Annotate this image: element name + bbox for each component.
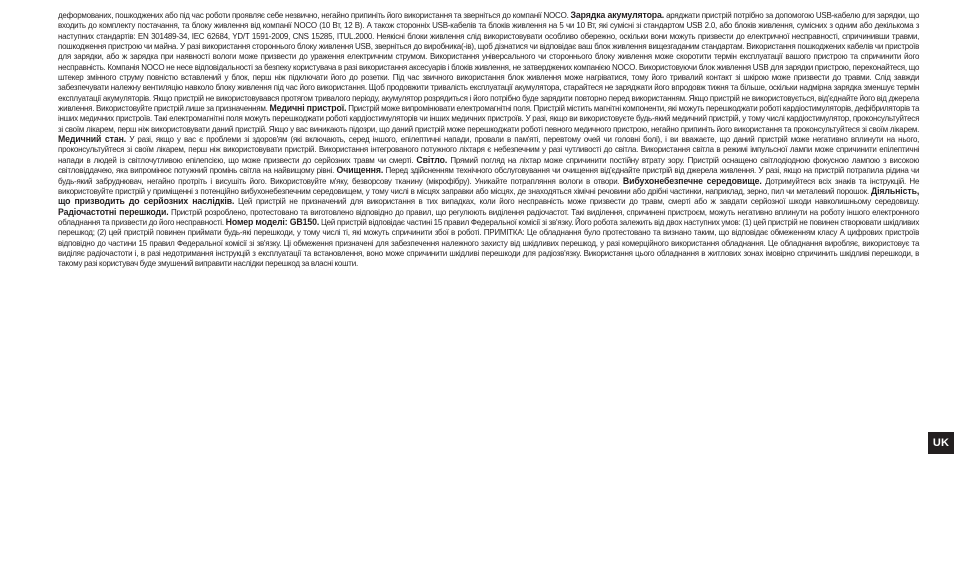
body-run: У разі, якщо у вас є проблеми зі здоров'ям (які включають, серед іншого, епілептичні напади, провали в пам'яті, перевтому очей чи головні болі), і ви вважаєте, що даний пристрій може негативно вплинути на нього, проконсультуйтеся зі своїм лікарем, перш ніж використовувати пристрій. Використання інтегрованого потужного ліхтаря є небезпечним у разі чутливості до світла. Використання світла в режимі імпульсної лампи може спричинити епілептичні напади в людей із світлочутливою епілепсією, що може призвести до серйозних травм чи смерті. xyxy=(58,134,920,165)
section-heading: Зарядка акумулятора. xyxy=(570,10,665,20)
body-run: Перед здійсненням технічного обслуговування чи очищення від'єднайте пристрій від джерела живлення. У разі, якщо на пристрій потрапила рідина чи будь-який забруднювач, негайно протріть і висушіть його. Використовуйте м'яку, безворсову тканину (мікрофібру). Уникайте потрапляння вологи в отвори. xyxy=(58,165,920,186)
body-run: Дотримуйтеся всіх знаків та інструкцій. Не використовуйте пристрій у приміщенні з потенційно вибухонебезпечним середовищем, у тому числі в місцях заправки або місцях, де знаходяться хімічні речовини або дрібні частинки, наприклад, зерно, пил чи металевий порошок. xyxy=(58,175,920,196)
section-heading: Очищення. xyxy=(336,164,384,176)
section-heading: Вибухонебезпечне середовище. xyxy=(622,174,762,186)
safety-instructions-text xyxy=(58,10,919,269)
section-heading: Світло. xyxy=(416,153,448,165)
body-run: Пристрій розроблено, протестовано та виготовлено відповідно до правил, що регулюють виділення радіочастот. Такі виділення, спричинені пристроєм, можуть негативно вплинути на роботу іншого електронного обладнання та призвести до його несправності. xyxy=(58,206,920,227)
body-run: Цей пристрій відповідає частині 15 правил Федеральної комісії зі зв'язку. Його робота залежить від двох наступних умов: (1) цей пристрій не повинен створювати шкідливих перешкод; (2) цей пристрій повинен приймати будь-які перешкоди, у тому числі ті, які можуть спричинити збої в роботі. ПРИМІТКА: Це обладнання було протестовано та визнано таким, що відповідає обмеженням класу А цифрових пристроїв відповідно до частини 15 правил Федеральної комісії зі зв'язку. Ці обмеження призначені для забезпечення належного захисту від шкідливих перешкод, у разі комерційного використання обладнання. Це обладнання виробляє, використовує та виділяє радіочастоти і, в разі недотримання інструкцій з експлуатації та встановлення, воно може спричинити шкідливі перешкоди для радіозв'язку. Використання цього обладнання в житлових зонах імовірно спричинить шкідливі перешкоди, в такому разі користувач буде змушений виправити наслідки перешкод за власні кошти. xyxy=(58,216,920,269)
section-heading: Радіочастотні перешкоди. xyxy=(58,205,169,217)
section-heading: Медичні пристрої. xyxy=(269,102,347,114)
body-run: Цей пристрій не призначений для використання в тих випадках, коли його несправність може призвести до травм, смерті або ж завдати серйозної шкоди навколишньому середовищу. xyxy=(234,196,920,207)
manual-page xyxy=(58,10,920,565)
body-run: Пристрій може випромінювати електромагнітні поля. Пристрій містить магнітні компоненти, які можуть перешкоджати роботі кардіостимуляторів, дефібриляторів та інших медичних пристроїв. Такі електромагнітні поля можуть перешкоджати роботі кардіостимуляторів чи інших медичних пристроїв. У разі, якщо ви використовуєте будь-який медичний пристрій, у тому числі кардіостимулятор, проконсультуйтеся зі своїм лікарем, перш ніж використовувати даний пристрій. Якщо у вас виникають підозри, що даний пристрій може перешкоджати роботі певного медичного пристрою, негайно припиніть його використання та проконсультуйтеся зі своїм лікарем. xyxy=(58,103,920,134)
language-tab: UK xyxy=(928,432,954,454)
section-heading: Діяльність, що призводить до серйозних наслідків. xyxy=(58,184,920,207)
body-run: Прямий погляд на ліхтар може спричинити постійну втрату зору. Пристрій оснащено світлодіодною фокусною лампою з високою світловіддачею, яка випромінює потужний промінь світла на найвищому рівні. xyxy=(58,154,920,176)
body-run: деформованих, пошкоджених або під час роботи проявляє себе незвично, негайно припиніть його використання та зверніться до компанії NOCO. xyxy=(58,10,571,20)
section-heading: Номер моделі: GB150. xyxy=(225,215,320,227)
section-heading: Медичний стан. xyxy=(58,133,127,145)
body-run: аряджати пристрій потрібно за допомогою USB-кабелю для зарядки, що входить до комплекту постачання, та блоку живлення від компанії NOCO (10 Вт, 12 В). А також сторонніх USB-кабелів та блоків живлення на 5 чи 10 Вт, які сумісні зі стандартом USB 2.0, або блоків живлення, сумісних з одним або декількома з наступних стандартів: EN 301489-34, IEC 62684, YD/T 1591-2009, CNS 15285, ITUL.2000. Неякісні блоки живлення слід використовувати особливо обережно, оскільки вони можуть призвести до електричної несправності, спричинивши травми, пошкодження пристрою чи майна. У разі використання стороннього блоку живлення USB, зверніться до виробника(-ів), щоб дізнатися чи відповідає ваш блок живлення вищезгаданим стандартам. Використання пошкоджених кабелів чи пристроїв для зарядки, або ж зарядка при наявності вологи може призвести до ураження електричним струмом. Використання універсального чи стороннього блоку живлення може скоротити термін експлуатації вашого пристрою та спричинити його несправність. Компанія NOCO не несе відповідальності за безпеку користувача в разі використання аксесуарів і блоків живлення, не затверджених компанією NOCO. Використовуючи блок живлення USB для зарядки пристрою, переконайтеся, що штекер змінного струму повністю вставлений у блок, перш ніж підключати його до розетки. Під час звичного використання блок живлення може нагріватися, тому його тривалий контакт зі шкірою може призвести до травми. Слід завжди забезпечувати належну вентиляцію навколо блоку живлення під час його використання. Щоб продовжити тривалість експлуатації акумулятора, старайтеся не заряджати його впродовж тижня та більше, оскільки надмірна зарядка зменшує термін експлуатації акумуляторів. Якщо пристрій не використовувався протягом тривалого періоду, акумулятор розрядиться і його потрібно буде зарядити повторно перед використанням. Якщо пристрій не використовується, від'єднайте його від джерела живлення. Використовуйте пристрій лише за призначенням. xyxy=(58,10,920,114)
